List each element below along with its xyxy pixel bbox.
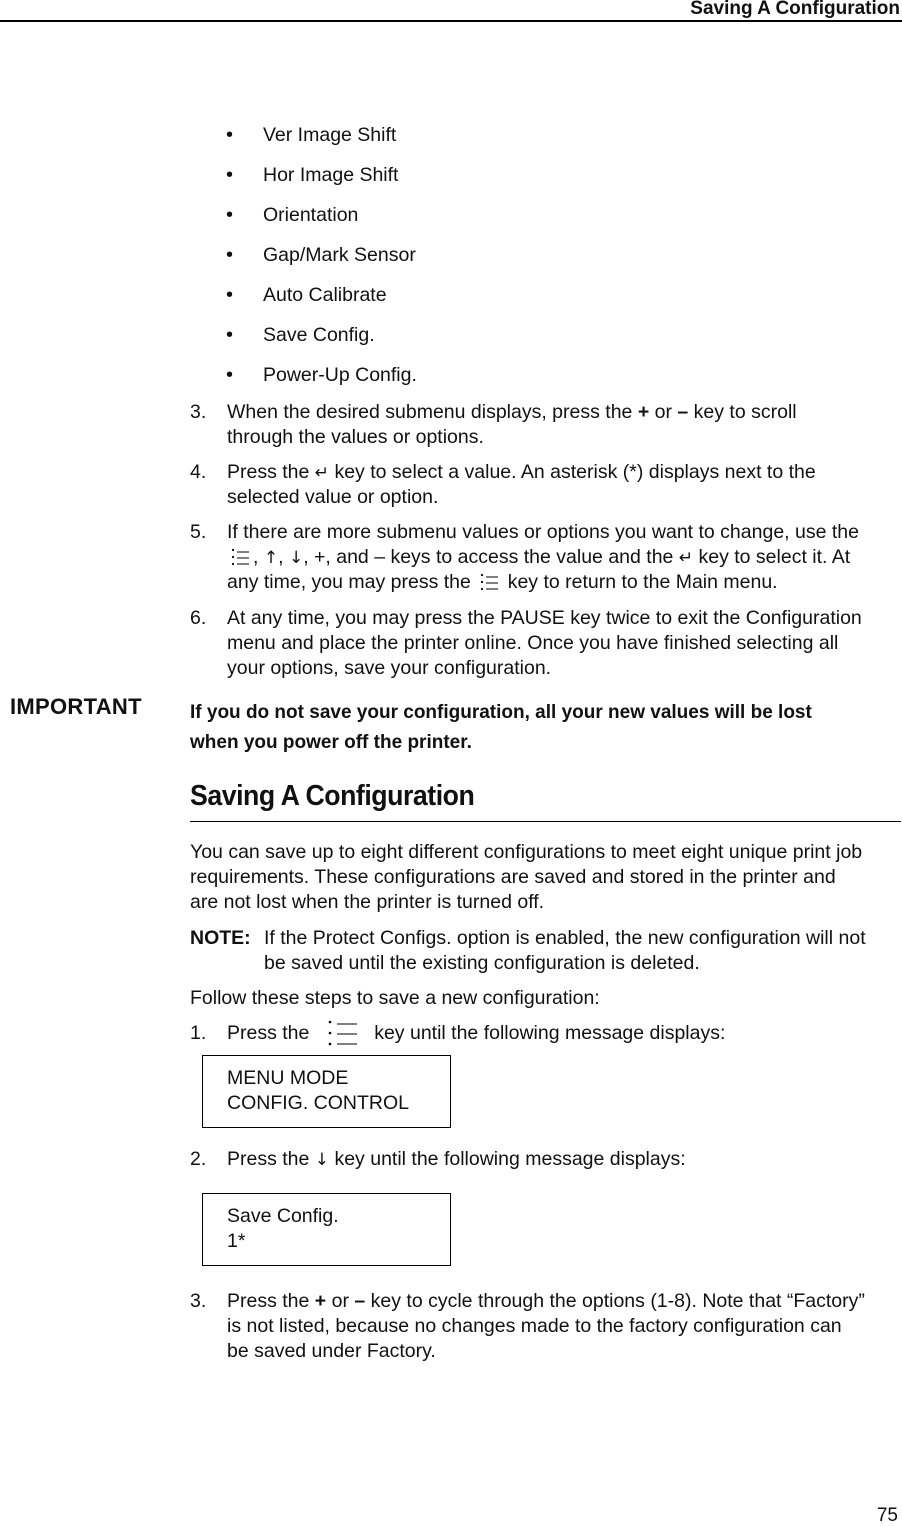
down-arrow-icon: ↓ (314, 1150, 330, 1170)
save-step-3-line-3: be saved under Factory. (227, 1340, 436, 1362)
step-number: 4. (190, 461, 207, 483)
note-line-1: If the Protect Configs. option is enabled, the new configuration will not (264, 927, 866, 949)
bullet-icon: • (226, 324, 234, 346)
enter-key-icon: ↵ (678, 548, 694, 568)
bullet-icon: • (226, 284, 234, 306)
step-4-line-1: Press the ↵ key to select a value. An asterisk (*) displays next to the (227, 461, 816, 483)
step-6-line-2: menu and place the printer online. Once you have finished selecting all (227, 632, 839, 654)
running-header-title: Saving A Configuration (690, 0, 900, 19)
note-label: NOTE: (190, 927, 251, 949)
step-6-line-3: your options, save your configuration. (227, 657, 552, 679)
important-text: If you do not save your configuration, all your new values will be lost when you power off the printer. (190, 702, 812, 753)
section-title: Saving A Configuration (190, 780, 475, 812)
lcd-line-1: MENU MODE (227, 1067, 349, 1089)
bullet-icon: • (226, 364, 234, 386)
step-5-line-1: If there are more submenu values or options you want to change, use the (227, 521, 859, 543)
lcd-message-box (202, 1193, 451, 1266)
bullet-icon: • (226, 204, 234, 226)
lcd-line-1: Save Config. (227, 1205, 339, 1227)
step-number: 3. (190, 401, 207, 423)
lcd-line-2: 1* (227, 1230, 246, 1252)
section-rule (190, 821, 901, 822)
step-5-line-3: any time, you may press the key to return to the Main menu. (227, 571, 778, 593)
follow-text: Follow these steps to save a new configuration: (190, 987, 600, 1009)
save-step-3-line-2: is not listed, because no changes made to the factory configuration can (227, 1315, 842, 1337)
bullet-icon: • (226, 124, 234, 146)
important-label: IMPORTANT (10, 694, 142, 719)
step-number: 2. (190, 1148, 207, 1170)
step-number: 6. (190, 607, 207, 629)
menu-key-icon (229, 547, 251, 567)
enter-key-icon: ↵ (314, 463, 330, 483)
save-step-3-line-1: Press the + or – key to cycle through the options (1-8). Note that “Factory” (227, 1290, 865, 1312)
intro-line-2: requirements. These configurations are saved and stored in the printer and (190, 866, 836, 888)
page-number: 75 (876, 1505, 898, 1526)
lcd-line-2: CONFIG. CONTROL (227, 1092, 410, 1114)
note-line-2: be saved until the existing configuration is deleted. (264, 952, 700, 974)
step-number: 1. (190, 1022, 207, 1044)
menu-key-icon (325, 1020, 359, 1046)
step-4-line-2: selected value or option. (227, 486, 439, 508)
step-3-line-1: When the desired submenu displays, press the + or – key to scroll (227, 401, 797, 423)
menu-key-icon (478, 572, 500, 592)
intro-line-3: are not lost when the printer is turned off. (190, 891, 545, 913)
step-number: 5. (190, 521, 207, 543)
down-arrow-icon: ↓ (288, 548, 304, 568)
step-6-line-1: At any time, you may press the PAUSE key twice to exit the Configuration (227, 607, 862, 629)
up-arrow-icon: ↑ (263, 548, 279, 568)
step-number: 3. (190, 1290, 207, 1312)
step-5-line-2: , ↑, ↓, +, and – keys to access the value and the ↵ key to select it. At (227, 544, 850, 571)
step-3-line-2: through the values or options. (227, 426, 484, 448)
bullet-icon: • (226, 244, 234, 266)
header-rule (0, 20, 902, 22)
intro-line-1: You can save up to eight different configurations to meet eight unique print job (190, 841, 863, 863)
lcd-message-box (202, 1055, 451, 1128)
save-step-1: Press the key until the following message displays: (227, 1022, 726, 1044)
bullet-icon: • (226, 164, 234, 186)
save-step-2: Press the ↓ key until the following message displays: (227, 1148, 686, 1170)
